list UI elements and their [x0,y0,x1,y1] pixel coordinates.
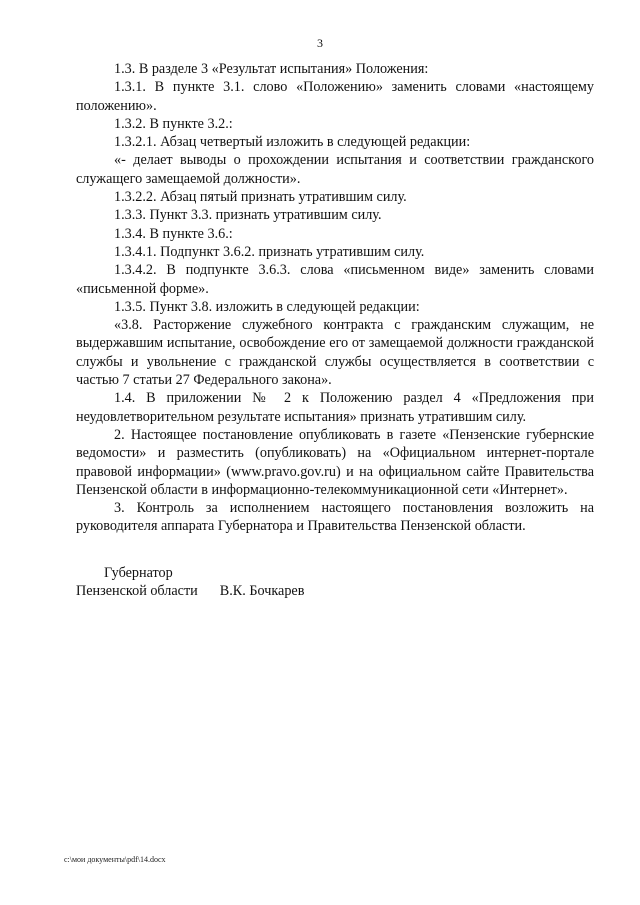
paragraph-3: 3. Контроль за исполнением настоящего постановления возложить на руководителя аппарата Губернатора и Правительства Пензенской области. [76,500,594,535]
paragraph-1-3-4-2: 1.3.4.2. В подпункте 3.6.3. слова «письменном виде» заменить словами «письменной форме». [76,262,594,297]
paragraph-2: 2. Настоящее постановление опубликовать в газете «Пензенские губернские ведомости» и разместить (опубликовать) на «Официальном интернет-портале правовой информации» (www.pravo.gov.ru) и на официальном сайте Правительства Пензенской области в информационно-телекоммуникационной сети «Интернет». [76,426,594,498]
paragraph-1-3-4: 1.3.4. В пункте 3.6.: [114,225,233,242]
paragraph-1-3: 1.3. В разделе 3 «Результат испытания» Положения: [114,61,429,77]
paragraph-1-3-4-1: 1.3.4.1. Подпункт 3.6.2. признать утратившим силу. [114,243,425,260]
paragraph-1-3-2-2: 1.3.2.2. Абзац пятый признать утратившим силу. [114,189,407,206]
paragraph-1-3-2-1: 1.3.2.1. Абзац четвертый изложить в следующей редакции: [114,134,471,151]
paragraph-quote-conclusions: «- делает выводы о прохождении испытания и соответствии гражданского служащего замещаемой должности». [76,152,594,187]
footer-file-path: c:\мои документы\pdf\14.docx [64,855,166,864]
document-body [76,60,594,536]
paragraph-1-3-5: 1.3.5. Пункт 3.8. изложить в следующей редакции: [114,298,420,315]
paragraph-1-3-3: 1.3.3. Пункт 3.3. признать утратившим силу. [114,207,382,224]
page-number: 3 [317,36,323,50]
signature-region: Пензенской области [76,583,198,600]
signature-block [76,564,496,601]
paragraph-quote-3-8: «3.8. Расторжение служебного контракта с гражданским служащим, не выдержавшим испытание, освобождение его от замещаемой должности гражданской службы и увольнение с гражданской службы осуществляется в соответствии с частью 7 статьи 27 Федерального закона». [76,317,594,389]
signature-title: Губернатор [104,565,173,581]
paragraph-1-3-2: 1.3.2. В пункте 3.2.: [114,115,233,132]
signature-name: В.К. Бочкарев [219,583,305,600]
paragraph-1-4: 1.4. В приложении № 2 к Положению раздел 4 «Предложения при неудовлетворительном результате испытания» признать утратившим силу. [76,390,594,425]
paragraph-1-3-1: 1.3.1. В пункте 3.1. слово «Положению» заменить словами «настоящему положению». [76,79,594,114]
signature-row [76,582,496,600]
